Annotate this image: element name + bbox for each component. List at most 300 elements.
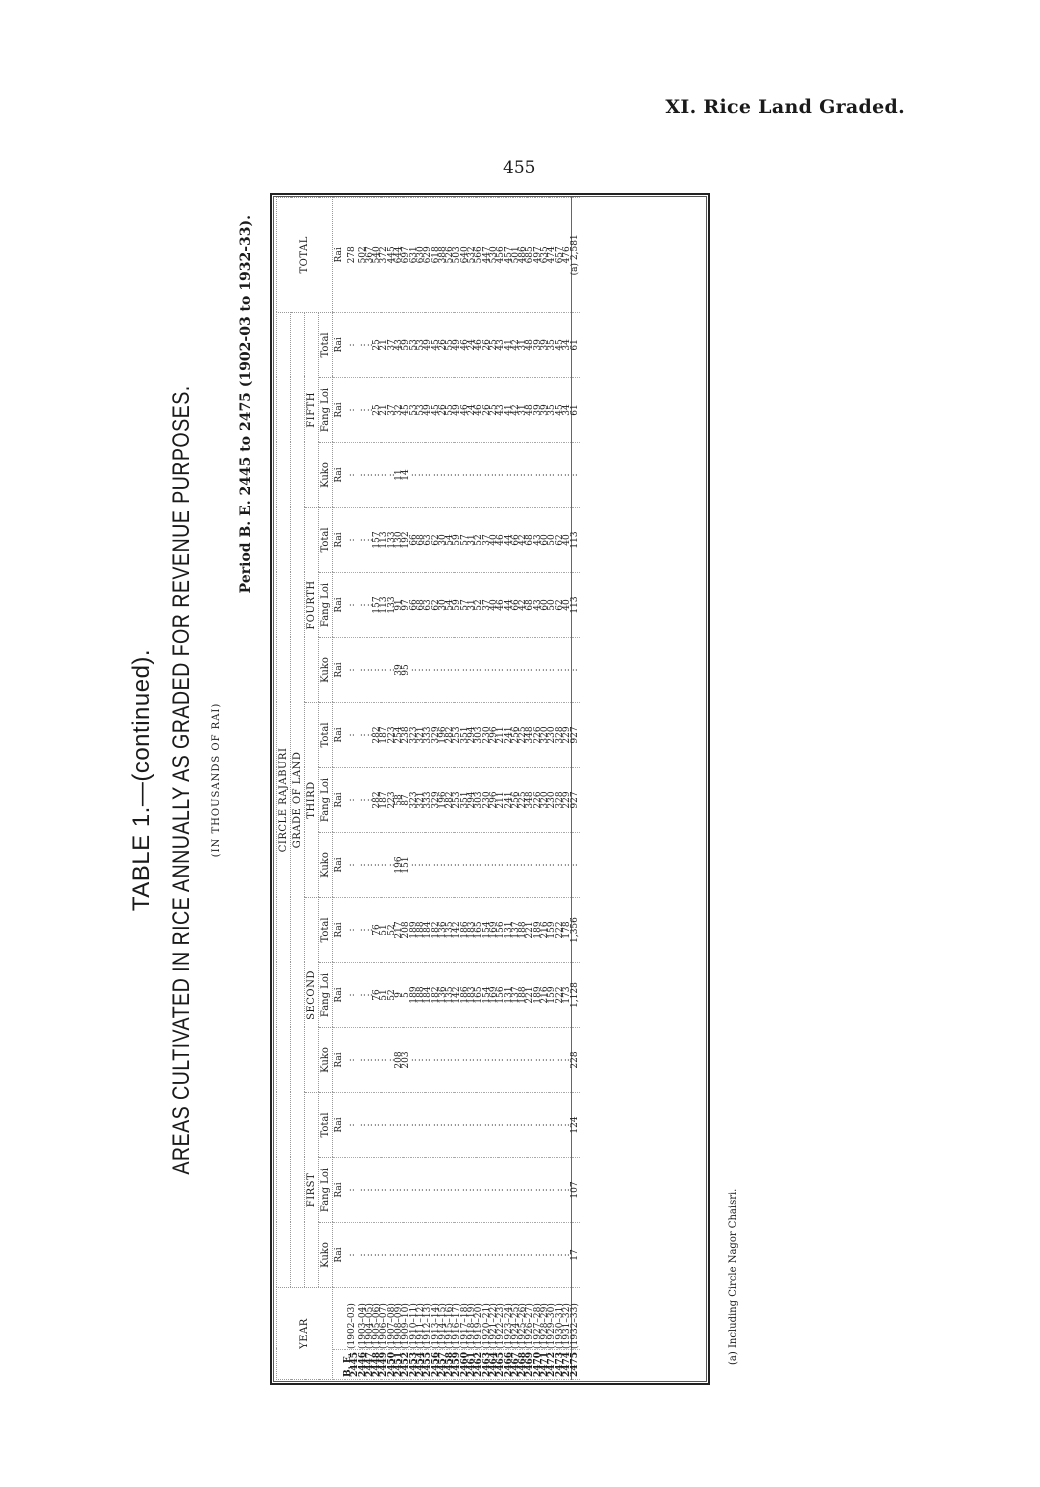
table-cell: 238 — [403, 703, 410, 768]
table-cell: 230 — [549, 768, 556, 833]
table-cell: 189 — [411, 963, 418, 1028]
table-cell: 95 — [403, 638, 410, 703]
table-cell: 226 — [535, 768, 542, 833]
table-cell: : — [367, 833, 374, 898]
be-year: 2455 — [425, 1350, 432, 1380]
table-cell: : — [389, 1028, 396, 1093]
table-cell: : — [367, 378, 374, 443]
table-cell: 159 — [549, 963, 556, 1028]
table-cell: 456 — [498, 197, 505, 312]
table-cell: 50 — [549, 573, 556, 638]
table-cell: : — [498, 638, 505, 703]
table-cell: 282 — [447, 703, 454, 768]
table-cell: : — [345, 443, 360, 508]
table-cell: 173 — [564, 963, 572, 1028]
table-cell: 49 — [425, 312, 432, 377]
table-cell: 49 — [425, 378, 432, 443]
table-cell: 113 — [381, 573, 388, 638]
table-cell: 25 — [491, 378, 498, 443]
gregorian-year: (1902–03) — [345, 1288, 360, 1350]
table-cell: 54 — [447, 508, 454, 573]
table-cell: 130 — [396, 508, 403, 573]
table-cell: : — [367, 1223, 374, 1288]
be-year: 2452 — [403, 1350, 410, 1380]
group-fifth: FIFTH — [305, 312, 319, 507]
table-cell: : — [535, 638, 542, 703]
table-cell: 329 — [433, 768, 440, 833]
table-cell: 39 — [535, 312, 542, 377]
table-cell: : — [447, 833, 454, 898]
table-cell: : — [389, 833, 396, 898]
table-cell: 62 — [433, 573, 440, 638]
table-cell: 66 — [513, 573, 520, 638]
table-cell: : — [440, 1158, 447, 1223]
table-cell: 178 — [564, 898, 572, 963]
table-cell: 45 — [433, 312, 440, 377]
table-cell: : — [433, 1223, 440, 1288]
table-cell: : — [367, 312, 374, 377]
table-cell: 49 — [454, 378, 461, 443]
table-cell: 63 — [425, 573, 432, 638]
table-cell: : — [411, 638, 418, 703]
table-cell: : — [527, 1028, 534, 1093]
units-row — [333, 197, 346, 1379]
table-cell: 188 — [520, 898, 527, 963]
rotated-table-page — [100, 175, 780, 1385]
table-cell: 697 — [403, 197, 410, 312]
table-cell: 25 — [491, 312, 498, 377]
table-cell: : — [389, 638, 396, 703]
table-cell: : — [454, 1028, 461, 1093]
table-cell: : — [381, 833, 388, 898]
table-cell: 225 — [520, 703, 527, 768]
table-cell: 320 — [542, 703, 549, 768]
table-cell: 68 — [527, 573, 534, 638]
table-row — [535, 197, 542, 1379]
gregorian-year: (1925–26) — [520, 1288, 527, 1350]
table-cell: : — [572, 833, 580, 898]
table-cell: 187 — [381, 768, 388, 833]
table-cell: 221 — [527, 898, 534, 963]
table-row — [542, 197, 549, 1379]
table-cell: 188 — [418, 963, 425, 1028]
table-cell: : — [425, 1158, 432, 1223]
table-cell: : — [557, 1028, 564, 1093]
table-cell: : — [542, 1093, 549, 1158]
sub-header-fang-loi: Fang Loi — [319, 378, 333, 443]
table-cell: : — [367, 703, 374, 768]
table-cell: 184 — [425, 898, 432, 963]
table-cell: : — [564, 443, 572, 508]
table-cell: 40 — [491, 508, 498, 573]
table-cell: : — [513, 443, 520, 508]
be-year: 2465 — [498, 1350, 505, 1380]
table-cell: 62 — [557, 573, 564, 638]
table-cell: 540 — [374, 197, 381, 312]
gregorian-year: (1932–33) — [572, 1288, 580, 1350]
table-cell: : — [498, 443, 505, 508]
table-cell: 137 — [513, 963, 520, 1028]
table-cell: 50 — [549, 508, 556, 573]
sub-header-fang-loi: Fang Loi — [319, 963, 333, 1028]
table-cell: : — [462, 833, 469, 898]
table-cell: 156 — [498, 898, 505, 963]
gregorian-year: (1915–16) — [447, 1288, 454, 1350]
table-cell: : — [513, 1028, 520, 1093]
table-cell: : — [462, 1093, 469, 1158]
table-cell: : — [498, 1028, 505, 1093]
table-cell: 14 — [403, 443, 410, 508]
table-cell: : — [396, 1158, 403, 1223]
table-cell: 55 — [447, 312, 454, 377]
table-cell: 42 — [513, 312, 520, 377]
table-cell: 282 — [374, 768, 381, 833]
table-row — [572, 197, 580, 1379]
table-cell: : — [491, 833, 498, 898]
table-cell: 42 — [520, 573, 527, 638]
table-cell: 49 — [454, 312, 461, 377]
be-year: 2457 — [440, 1350, 447, 1380]
gregorian-year: (1906–07) — [381, 1288, 388, 1350]
table-cell: 44 — [506, 573, 513, 638]
table-cell: 142 — [454, 963, 461, 1028]
table-cell: : — [469, 833, 476, 898]
table-cell: : — [411, 833, 418, 898]
table-cell: : — [381, 1223, 388, 1288]
table-cell: : — [360, 378, 367, 443]
table-cell: 41 — [506, 312, 513, 377]
table-cell: 31 — [469, 573, 476, 638]
unit-label: Rai — [333, 768, 346, 833]
table-units: (IN THOUSANDS OF RAI) — [211, 702, 222, 858]
table-cell: : — [367, 1158, 374, 1223]
table-cell: : — [564, 833, 572, 898]
gregorian-year: (1912–13) — [425, 1288, 432, 1350]
gregorian-year: (1917–18) — [462, 1288, 469, 1350]
table-cell: 157 — [374, 573, 381, 638]
table-cell: 41 — [506, 378, 513, 443]
table-cell: 40 — [491, 573, 498, 638]
table-cell: : — [520, 443, 527, 508]
table-cell: 107 — [572, 1158, 580, 1223]
table-cell: : — [447, 1028, 454, 1093]
unit-label: Rai — [333, 443, 346, 508]
table-cell: 37 — [389, 378, 396, 443]
table-cell: 43 — [535, 508, 542, 573]
table-cell: 186 — [462, 898, 469, 963]
unit-label: Rai — [333, 378, 346, 443]
table-cell: 24 — [469, 378, 476, 443]
table-row — [440, 197, 447, 1379]
table-cell: : — [418, 638, 425, 703]
table-cell: : — [572, 638, 580, 703]
table-cell: : — [542, 638, 549, 703]
be-year: 2466 — [506, 1350, 513, 1380]
table-cell: : — [506, 1223, 513, 1288]
table-cell: 52 — [476, 508, 483, 573]
table-cell: : — [564, 638, 572, 703]
table-row — [389, 197, 396, 1379]
table-row — [403, 197, 410, 1379]
table-cell: 241 — [506, 703, 513, 768]
table-cell: (a) 2,581 — [572, 197, 580, 312]
table-cell: 25 — [374, 312, 381, 377]
table-cell: : — [564, 1223, 572, 1288]
gregorian-year: (1929–30) — [549, 1288, 556, 1350]
table-cell: 133 — [389, 573, 396, 638]
table-cell: : — [360, 833, 367, 898]
gregorian-year: (1909–10) — [403, 1288, 410, 1350]
unit-label: Rai — [333, 1093, 346, 1158]
table-row — [491, 197, 498, 1379]
table-cell: 154 — [484, 963, 491, 1028]
table-cell: 640 — [462, 197, 469, 312]
gregorian-year: (1924–25) — [513, 1288, 520, 1350]
table-cell: 61 — [572, 312, 580, 377]
table-row — [513, 197, 520, 1379]
table-cell: : — [549, 1158, 556, 1223]
table-cell: 566 — [476, 197, 483, 312]
table-cell: 26 — [440, 312, 447, 377]
table-cell: : — [454, 443, 461, 508]
table-cell: : — [513, 1223, 520, 1288]
be-year: 2471 — [542, 1350, 549, 1380]
table-cell: 635 — [542, 197, 549, 312]
table-cell: : — [557, 1158, 564, 1223]
group-third: THIRD — [305, 703, 319, 898]
table-cell: 644 — [396, 197, 403, 312]
table-cell: 37 — [484, 508, 491, 573]
be-year: 2450 — [389, 1350, 396, 1380]
table-cell: 91 — [396, 573, 403, 638]
table-cell: 169 — [491, 963, 498, 1028]
table-cell: 43 — [498, 312, 505, 377]
table-cell: 113 — [572, 573, 580, 638]
table-cell: : — [527, 1223, 534, 1288]
table-cell: 44 — [506, 508, 513, 573]
table-cell: : — [360, 443, 367, 508]
table-cell: 183 — [469, 963, 476, 1028]
table-cell: 97 — [403, 573, 410, 638]
table-cell: 223 — [389, 768, 396, 833]
be-year: 2458 — [447, 1350, 454, 1380]
table-cell: : — [345, 703, 360, 768]
table-cell: : — [484, 1158, 491, 1223]
table-cell: : — [440, 1093, 447, 1158]
table-cell: : — [454, 833, 461, 898]
table-cell: : — [360, 1223, 367, 1288]
group-first: FIRST — [305, 1093, 319, 1288]
gregorian-year: (1931–32) — [564, 1288, 572, 1350]
table-cell: : — [425, 443, 432, 508]
sub-header-total: Total — [319, 312, 333, 377]
gregorian-year: (1926–27) — [527, 1288, 534, 1350]
table-cell: 294 — [469, 703, 476, 768]
table-cell: 476 — [564, 197, 572, 312]
table-cell: 46 — [462, 312, 469, 377]
table-cell: 11 — [396, 443, 403, 508]
be-year: 2475 — [572, 1350, 580, 1380]
be-year: 2467 — [513, 1350, 520, 1380]
table-cell: : — [360, 703, 367, 768]
table-cell: : — [535, 1028, 542, 1093]
be-year: 2470 — [535, 1350, 542, 1380]
table-cell: : — [367, 1028, 374, 1093]
table-cell: : — [513, 1093, 520, 1158]
table-cell: 497 — [535, 197, 542, 312]
table-cell: : — [549, 1093, 556, 1158]
table-cell: : — [557, 1093, 564, 1158]
table-cell: 333 — [425, 703, 432, 768]
table-row — [433, 197, 440, 1379]
table-cell: 457 — [506, 197, 513, 312]
table-cell: 631 — [411, 197, 418, 312]
table-cell: 254 — [396, 703, 403, 768]
table-cell: : — [498, 1158, 505, 1223]
table-cell: 68 — [418, 573, 425, 638]
be-year: 2463 — [484, 1350, 491, 1380]
table-cell: 59 — [454, 508, 461, 573]
table-cell: 189 — [411, 898, 418, 963]
table-cell: 34 — [564, 312, 572, 377]
table-cell: : — [476, 1093, 483, 1158]
table-cell: : — [469, 1028, 476, 1093]
table-cell: : — [374, 638, 381, 703]
table-cell: 222 — [557, 963, 564, 1028]
table-cell: 294 — [469, 768, 476, 833]
table-cell: : — [506, 1158, 513, 1223]
table-row — [476, 197, 483, 1379]
table-cell: 253 — [454, 768, 461, 833]
table-cell: : — [345, 1093, 360, 1158]
table-cell: : — [381, 443, 388, 508]
be-year: 2472 — [549, 1350, 556, 1380]
grade-header: GRADE OF LAND — [291, 312, 305, 1287]
table-cell: 184 — [425, 963, 432, 1028]
table-cell: 46 — [476, 378, 483, 443]
table-cell: 31 — [469, 508, 476, 573]
table-cell: : — [506, 443, 513, 508]
table-cell: 351 — [462, 703, 469, 768]
be-year: 2453 — [411, 1350, 418, 1380]
table-cell: : — [411, 1093, 418, 1158]
table-cell: : — [389, 1223, 396, 1288]
table-cell: 189 — [535, 898, 542, 963]
table-cell: 43 — [535, 573, 542, 638]
table-row — [469, 197, 476, 1379]
table-cell: : — [564, 1093, 572, 1158]
table-cell: 296 — [491, 703, 498, 768]
unit-label: Rai — [333, 1223, 346, 1288]
table-cell: 48 — [527, 312, 534, 377]
table-row — [549, 197, 556, 1379]
gregorian-year: (1921–22) — [491, 1288, 498, 1350]
table-cell: 39 — [542, 378, 549, 443]
gregorian-year: (1928–29) — [542, 1288, 549, 1350]
table-cell: 66 — [513, 508, 520, 573]
table-cell: 321 — [418, 768, 425, 833]
table-cell: 282 — [374, 703, 381, 768]
table-cell: : — [535, 1158, 542, 1223]
table-cell: : — [360, 768, 367, 833]
table-cell: 34 — [564, 378, 572, 443]
table-cell: 30 — [440, 508, 447, 573]
table-cell: : — [403, 1158, 410, 1223]
table-cell: : — [564, 1028, 572, 1093]
table-cell: 183 — [469, 898, 476, 963]
table-cell: : — [440, 638, 447, 703]
table-cell: 136 — [440, 898, 447, 963]
table-cell: : — [462, 1223, 469, 1288]
table-cell: 66 — [411, 573, 418, 638]
be-year: 2462 — [476, 1350, 483, 1380]
table-cell: 113 — [381, 508, 388, 573]
table-cell: : — [549, 1028, 556, 1093]
table-cell: 26 — [484, 312, 491, 377]
table-cell: : — [557, 443, 564, 508]
table-cell: 321 — [418, 703, 425, 768]
be-year: 2456 — [433, 1350, 440, 1380]
table-cell: : — [484, 443, 491, 508]
table-cell: : — [520, 1223, 527, 1288]
table-cell: : — [549, 833, 556, 898]
table-cell: 113 — [572, 508, 580, 573]
table-cell: : — [542, 1028, 549, 1093]
total-header: TOTAL — [277, 197, 333, 312]
sub-header-fang-loi: Fang Loi — [319, 768, 333, 833]
table-cell: 135 — [447, 898, 454, 963]
sub-header-total: Total — [319, 1093, 333, 1158]
table-cell: : — [498, 1223, 505, 1288]
gregorian-year: (1920–21) — [484, 1288, 491, 1350]
table-cell: : — [535, 443, 542, 508]
table-cell: : — [557, 833, 564, 898]
table-cell: 40 — [564, 573, 572, 638]
table-cell: 230 — [484, 768, 491, 833]
table-cell: 31 — [520, 378, 527, 443]
table-cell: 503 — [454, 197, 461, 312]
unit-label: Rai — [333, 1028, 346, 1093]
gregorian-year: (1911–12) — [418, 1288, 425, 1350]
table-cell: : — [411, 1223, 418, 1288]
table-row — [381, 197, 388, 1379]
table-cell: : — [527, 1093, 534, 1158]
unit-label: Rai — [333, 508, 346, 573]
be-year: 2447 — [367, 1350, 374, 1380]
table-cell: 62 — [557, 508, 564, 573]
table-cell: : — [484, 1028, 491, 1093]
table-cell: 39 — [396, 638, 403, 703]
table-cell: : — [425, 1223, 432, 1288]
table-row — [447, 197, 454, 1379]
table-cell: 45 — [557, 378, 564, 443]
table-cell: 372 — [381, 197, 388, 312]
table-cell: 46 — [476, 312, 483, 377]
section-title: XI. Rice Land Graded. — [665, 96, 905, 118]
table-cell: 76 — [374, 963, 381, 1028]
be-year: 2451 — [396, 1350, 403, 1380]
table-cell: : — [345, 1158, 360, 1223]
table-cell: : — [469, 1223, 476, 1288]
table-cell: 216 — [542, 898, 549, 963]
table-cell: 45 — [403, 378, 410, 443]
table-cell: : — [476, 1028, 483, 1093]
table-cell: 445 — [389, 197, 396, 312]
unit-label: Rai — [333, 1158, 346, 1223]
table-cell: : — [535, 833, 542, 898]
table-cell: : — [374, 1093, 381, 1158]
table-cell: : — [360, 573, 367, 638]
